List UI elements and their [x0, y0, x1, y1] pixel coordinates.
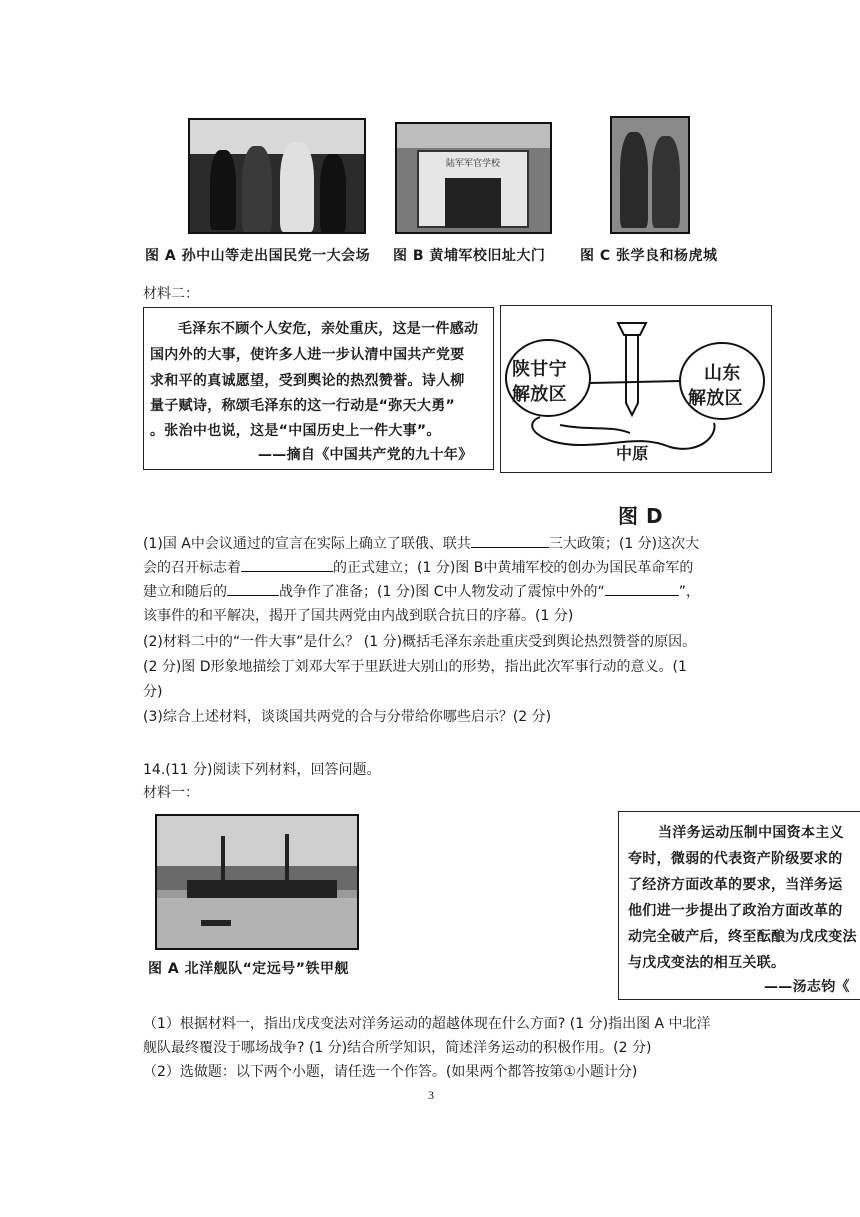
q14-quote-line: 了经济方面改革的要求，当洋务运: [628, 877, 843, 893]
answer-blank[interactable]: [241, 557, 333, 572]
map-d-caption: 图 D: [618, 504, 664, 528]
map-left-region-line: 陕甘宁: [512, 359, 567, 380]
q14-quote-line: 他们进一步提出了政治方面改革的: [628, 903, 843, 919]
q13-text: 战争作了准备；(1 分)图 C中人物发动了震惊中外的“: [279, 584, 605, 600]
q13-part1-line: [143, 580, 700, 604]
q13-text: 会的召开标志着: [143, 560, 241, 576]
answer-blank[interactable]: [471, 533, 549, 548]
q13-part3: (3)综合上述材料，谈谈国共两党的合与分带给你哪些启示？(2 分): [143, 709, 552, 725]
photo-a-kmt-congress: [188, 118, 366, 234]
map-right-region-line: 解放区: [688, 388, 743, 409]
q13-part1-line: [143, 532, 699, 556]
ship-caption: 图 A 北洋舰队“定远号”铁甲舰: [148, 961, 349, 977]
answer-blank[interactable]: [227, 581, 279, 596]
q13-text: 建立和随后的: [143, 584, 227, 600]
photo-c-zhang-yang: [610, 116, 690, 234]
q14-quote-line: 当洋务运动压制中国资本主义: [658, 825, 844, 841]
q14-part1-line: 舰队最终覆没于哪场战争? (1 分)结合所学知识，简述洋务运动的积极作用。(2 分): [143, 1040, 652, 1056]
material2-quote-source: ——摘自《中国共产党的九十年》: [258, 447, 473, 463]
photo-dingyuan-ironclad: [155, 814, 359, 950]
q13-text: 三大政策；(1 分)这次大: [548, 536, 700, 552]
caption-figure-b: 图 B 黄埔军校旧址大门: [393, 248, 546, 264]
material2-quote-line: 量子赋诗，称颂毛泽东的这一行动是“弥天大勇”: [150, 398, 456, 414]
q14-part1-line: （1）根据材料一，指出戊戌变法对洋务运动的超越体现在什么方面? (1 分)指出图 A 中北洋: [143, 1016, 711, 1032]
caption-figure-c: 图 C 张学良和杨虎城: [580, 248, 718, 264]
page-number: 3: [428, 1088, 434, 1102]
map-right-region-line: 山东: [704, 363, 741, 384]
q14-material1-heading: 材料一：: [143, 785, 199, 801]
map-center-label: 中原: [616, 444, 649, 463]
material2-quote-line: 毛泽东不顾个人安危，亲处重庆，这是一件感动: [178, 321, 479, 337]
material2-heading: 材料二：: [143, 286, 199, 302]
caption-figure-a: 图 A 孙中山等走出国民党一大会场: [145, 248, 371, 264]
q13-part2-line: 分): [143, 684, 163, 700]
q14-part2-line: （2）选做题：以下两个小题，请任选一个作答。(如果两个都答按第①小题计分): [143, 1064, 638, 1080]
gate-plaque: 陆军军官学校: [445, 159, 500, 169]
q13-text: ”，: [678, 584, 701, 600]
q13-part1-line: 该事件的和平解决，揭开了国共两党由内战到联合抗日的序幕。(1 分): [143, 608, 574, 624]
q14-quote-source: ——汤志钧《: [764, 979, 850, 995]
q13-part1-line: [143, 556, 693, 580]
photo-b-whampoa-gate: [395, 122, 552, 234]
material2-quote-line: 求和平的真诚愿望，受到舆论的热烈赞誉。诗人柳: [150, 373, 465, 389]
material2-quote-line: 国内外的大事，使许多人进一步认清中国共产党要: [150, 347, 465, 363]
q14-quote-line: 与戊戌变法的相互关联。: [628, 955, 786, 971]
answer-blank[interactable]: [605, 581, 679, 596]
material2-quote-line: 。张治中也说，这是“中国历史上一件大事”。: [150, 423, 441, 439]
map-left-region-line: 解放区: [512, 384, 567, 405]
q14-title: 14.(11 分)阅读下列材料，回答问题。: [143, 762, 381, 778]
q13-part2-line: (2)材料二中的“一件大事”是什么？ (1 分)概括毛泽东亲赴重庆受到舆论热烈赞誉的原因。: [143, 634, 697, 650]
q14-quote-line: 动完全破产后，终至酝酿为戊戌变法: [628, 929, 857, 945]
q14-quote-line: 夸时，微弱的代表资产阶级要求的: [628, 851, 843, 867]
q13-text: (1)国 A中会议通过的宣言在实际上确立了联俄、联共: [143, 536, 471, 552]
q13-part2-line: (2 分)图 D形象地描绘丁刘邓大军于里跃进大别山的形势，指出此次军事行动的意义。(1: [143, 659, 687, 675]
q13-text: 的正式建立；(1 分)图 B中黄埔军校的创办为国民革命军的: [333, 560, 694, 576]
